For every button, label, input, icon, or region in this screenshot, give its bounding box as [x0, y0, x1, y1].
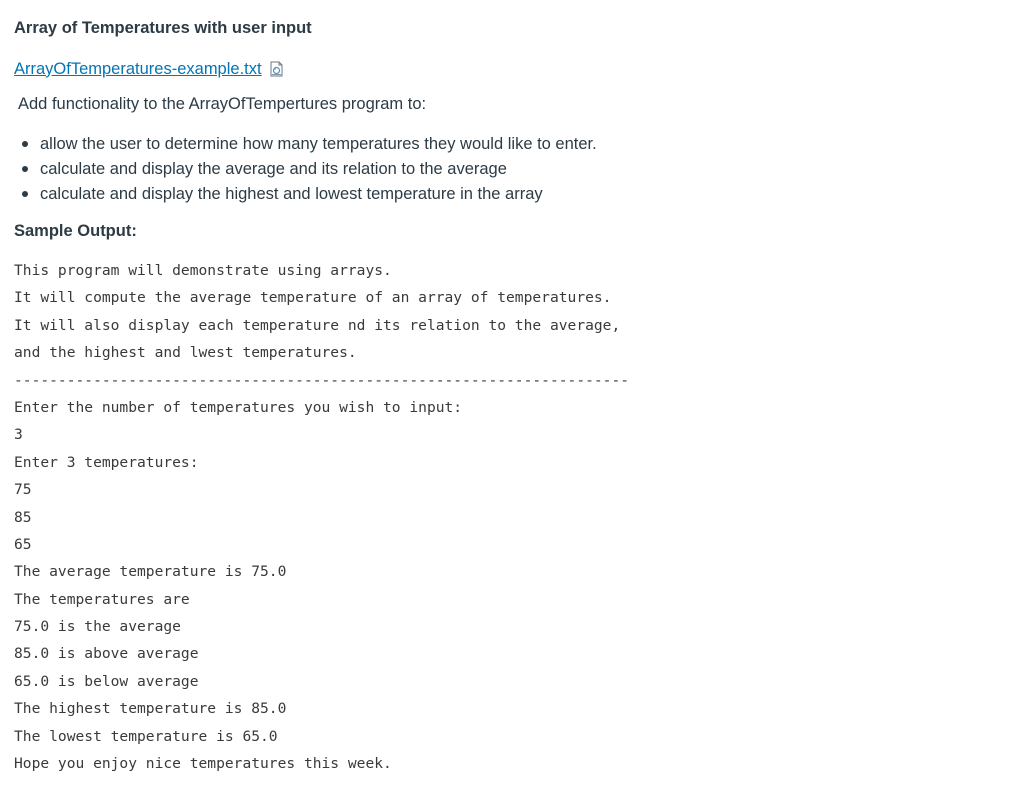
bullet-icon [22, 166, 28, 172]
list-item [14, 158, 597, 183]
file-attachment-row [14, 58, 284, 80]
console-line: The average temperature is 75.0 [14, 563, 287, 581]
document-preview-icon[interactable] [269, 61, 284, 77]
list-item-text: calculate and display the average and its relation to the average [40, 160, 507, 178]
console-line: 75 [14, 481, 32, 499]
sample-output-heading: Sample Output: [14, 222, 137, 240]
list-item [14, 183, 597, 208]
console-line: Hope you enjoy nice temperatures this week. [14, 755, 392, 773]
list-item-text: allow the user to determine how many temperatures they would like to enter. [40, 135, 597, 153]
console-line: It will also display each temperature nd its relation to the average, [14, 316, 621, 334]
console-line: The lowest temperature is 65.0 [14, 727, 278, 745]
console-line: 3 [14, 426, 23, 444]
console-line: 85.0 is above average [14, 645, 199, 663]
intro-text: Add functionality to the ArrayOfTempertures program to: [18, 95, 427, 113]
console-line: 65 [14, 535, 32, 553]
list-item [14, 133, 597, 158]
console-line: Enter the number of temperatures you wish to input: [14, 398, 463, 416]
console-line: The temperatures are [14, 590, 190, 608]
console-line: 85 [14, 508, 32, 526]
bullet-icon [22, 141, 28, 147]
console-line: and the highest and lwest temperatures. [14, 344, 357, 362]
console-separator: ---------------------------------------------------------------------- [14, 371, 630, 389]
sample-output-block [14, 260, 629, 780]
list-item-text: calculate and display the highest and lowest temperature in the array [40, 185, 543, 203]
requirements-list [14, 133, 597, 208]
page-title: Array of Temperatures with user input [14, 19, 312, 37]
console-line: This program will demonstrate using arrays. [14, 262, 392, 279]
console-line: Enter 3 temperatures: [14, 453, 199, 471]
console-line: It will compute the average temperature of an array of temperatures. [14, 289, 612, 307]
bullet-icon [22, 191, 28, 197]
file-download-link[interactable]: ArrayOfTemperatures-example.txt [14, 59, 262, 78]
console-line: 65.0 is below average [14, 672, 199, 690]
console-line: The highest temperature is 85.0 [14, 700, 287, 718]
console-line: 75.0 is the average [14, 618, 181, 636]
